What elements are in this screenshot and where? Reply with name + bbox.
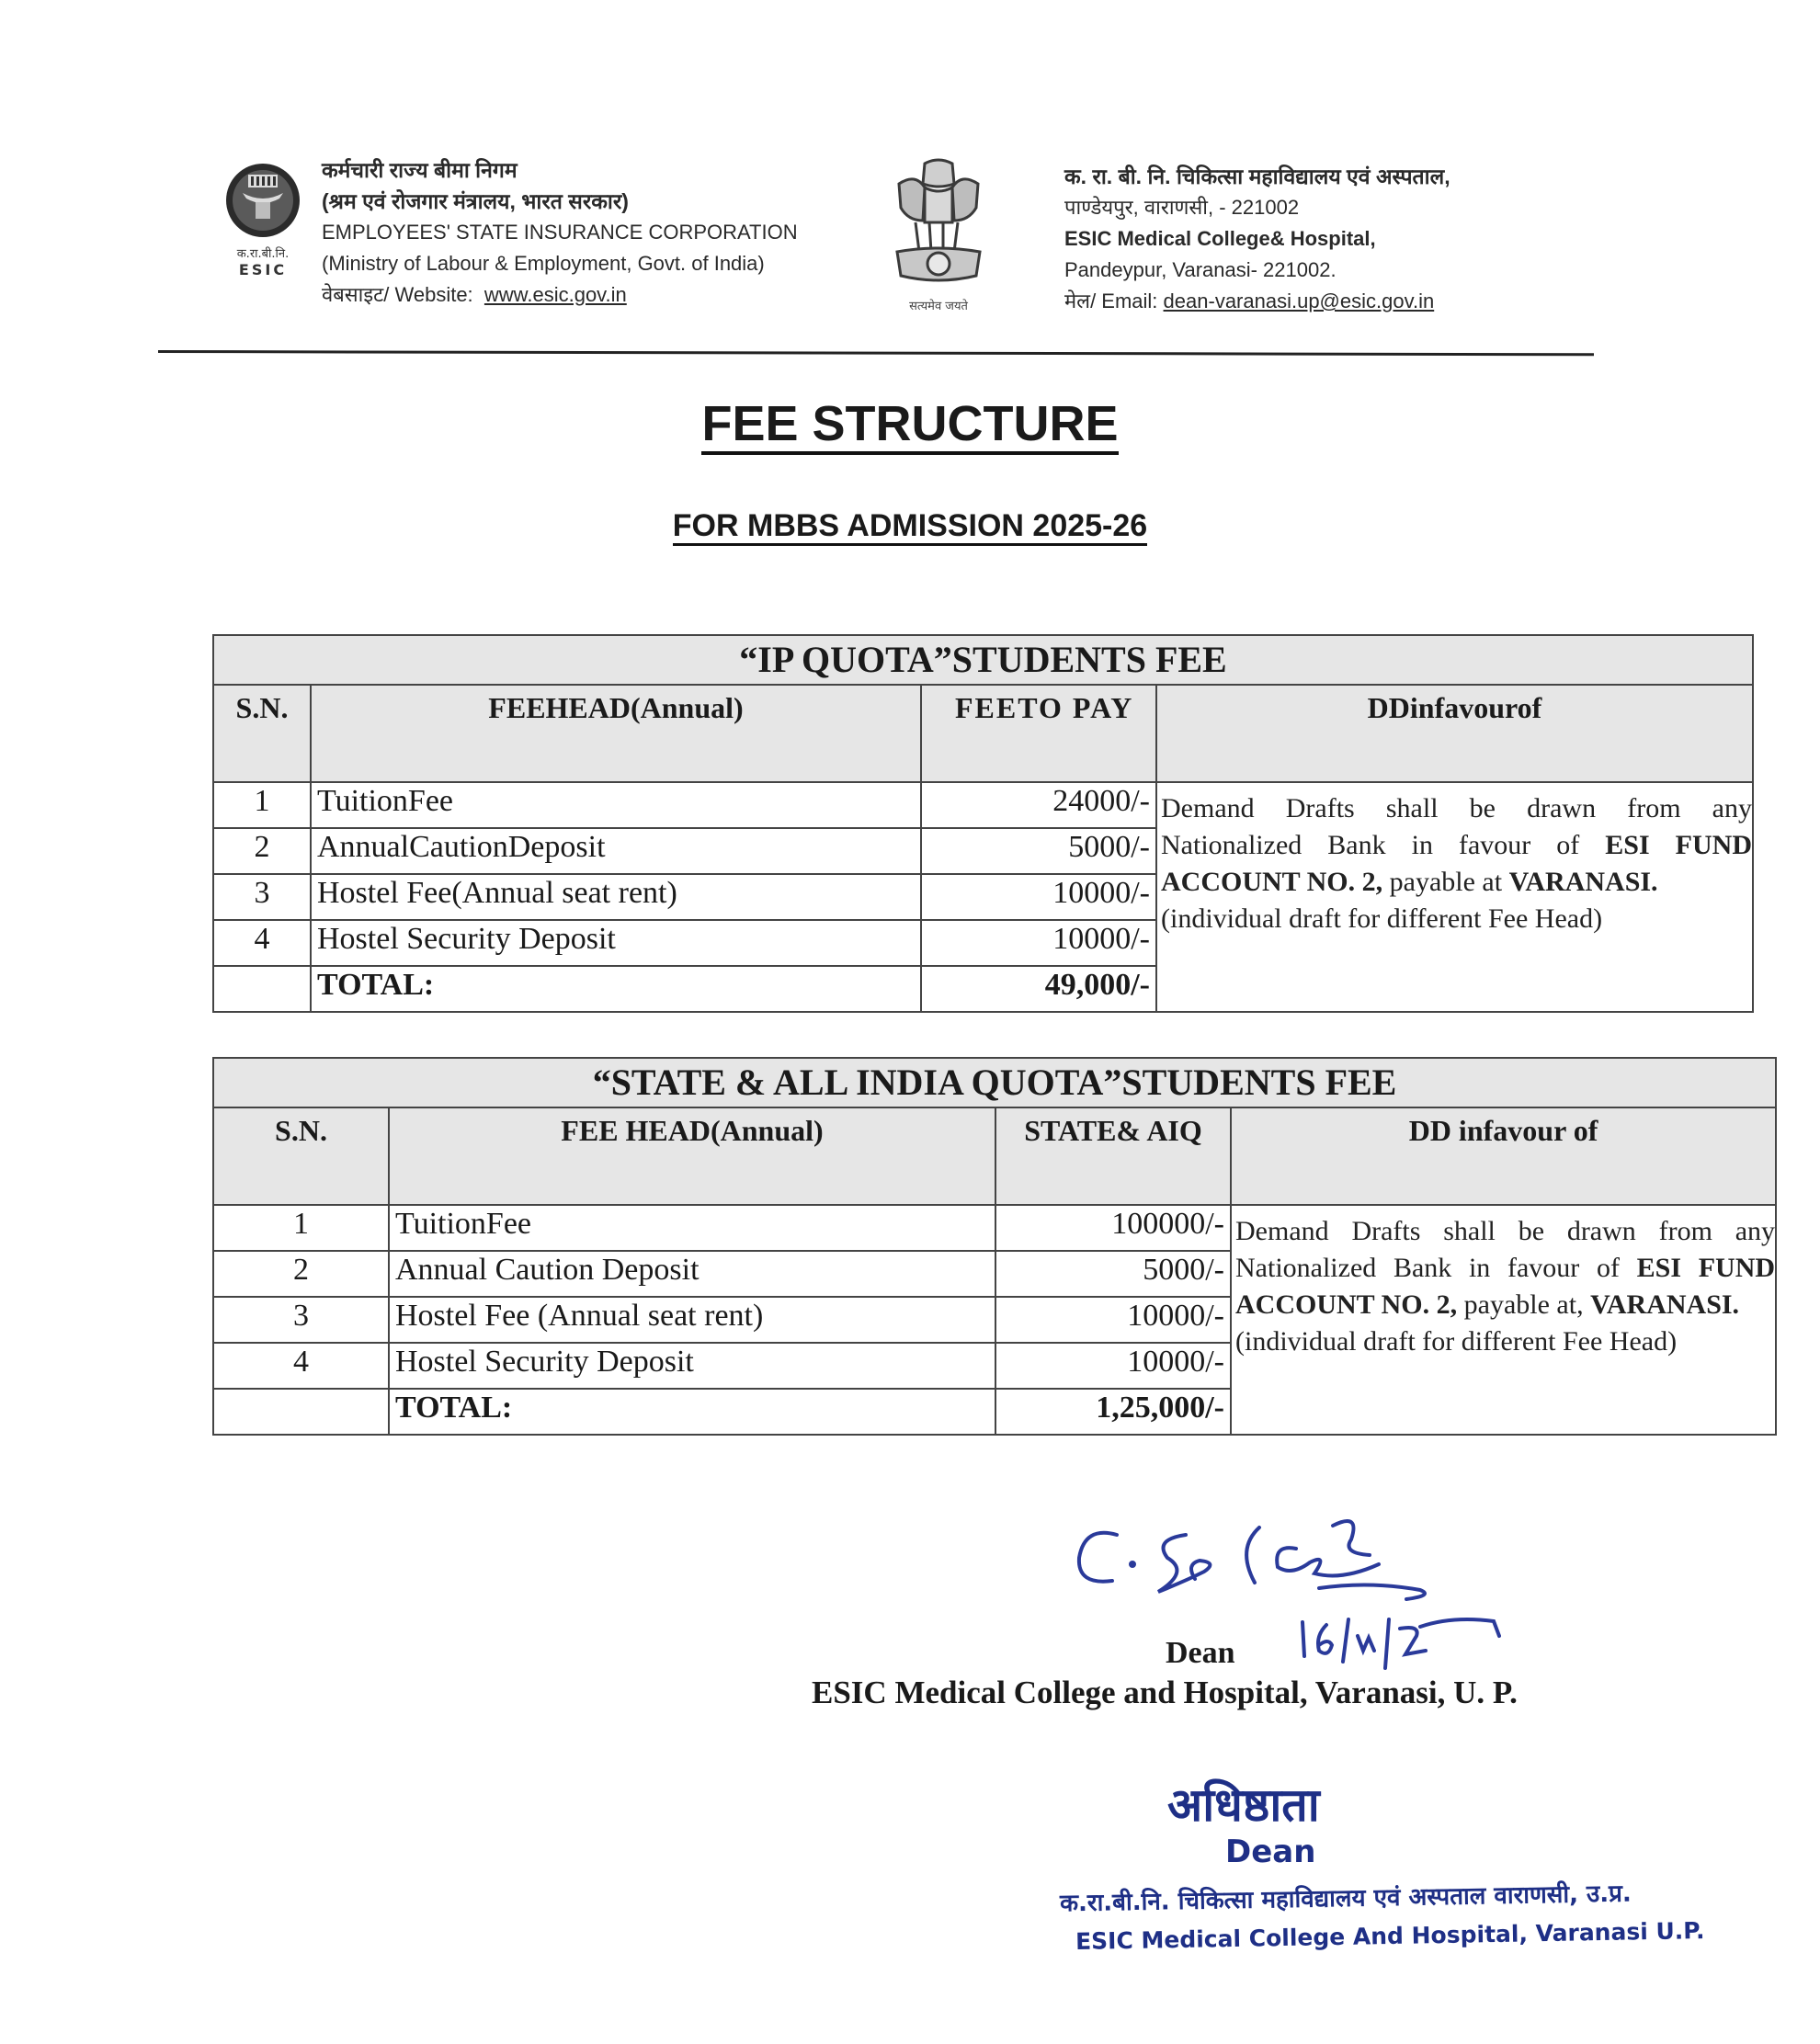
row-fee-head: TuitionFee [389,1205,995,1251]
stamp-title: Dean [1225,1834,1316,1870]
stamp-institution-hindi: क.रा.बी.नि. चिकित्सा महाविद्यालय एवं अस्पताल वाराणसी, उ.प्र. [1059,1879,1632,1918]
row-fee-head: Hostel Fee(Annual seat rent) [311,874,921,920]
row-sn: 4 [213,920,311,966]
col-header-sn: S.N. [213,1107,389,1205]
row-amount: 24000/- [921,782,1156,828]
row-fee-head: Hostel Security Deposit [389,1343,995,1389]
signatory-designation: Dean [1166,1636,1235,1670]
college-name: ESIC Medical College& Hospital, [1064,227,1376,250]
total-sn-empty [213,1389,389,1435]
college-address: Pandeypur, Varanasi- 221002. [1064,258,1337,281]
letterhead-right [1064,161,1579,317]
col-header-fee-head: FEEHEAD(Annual) [311,685,921,782]
dd-instructions: Demand Drafts shall be drawn from any Nationalized Bank in favour of ESI FUND ACCOUNT NO. 2, payable at VARANASI. (individual draft for different Fee Head) [1156,782,1753,1012]
email-link[interactable]: dean-varanasi.up@esic.gov.in [1163,290,1435,312]
row-amount: 5000/- [995,1251,1231,1297]
col-header-amount: STATE& AIQ [995,1107,1231,1205]
row-fee-head: Hostel Security Deposit [311,920,921,966]
website-link[interactable]: www.esic.gov.in [483,283,627,306]
row-fee-head: TuitionFee [311,782,921,828]
row-sn: 2 [213,1251,389,1297]
table-row [213,782,1753,828]
col-header-dd: DDinfavourof [1156,685,1753,782]
ministry-hindi: (श्रम एवं रोजगार मंत्रालय, भारत सरकार) [322,189,629,213]
row-sn: 3 [213,1297,389,1343]
org-name-hindi: कर्मचारी राज्य बीमा निगम [322,158,518,182]
total-amount: 49,000/- [921,966,1156,1012]
total-label: TOTAL: [311,966,921,1012]
page-title: FEE STRUCTURE [0,395,1820,452]
college-name-hindi: क. रा. बी. नि. चिकित्सा महाविद्यालय एवं अस्पताल, [1064,165,1450,188]
website-line [322,279,864,311]
letterhead-left [322,154,864,311]
national-emblem-icon [888,156,989,294]
esic-logo-hindi-abbr: क.रा.बी.नि. [236,247,290,261]
row-sn: 2 [213,828,311,874]
row-amount: 10000/- [995,1297,1231,1343]
col-header-fee-head: FEE HEAD(Annual) [389,1107,995,1205]
row-fee-head: AnnualCautionDeposit [311,828,921,874]
row-amount: 5000/- [921,828,1156,874]
col-header-amount: FEETO PAY [921,685,1156,782]
dd-instructions: Demand Drafts shall be drawn from any Nationalized Bank in favour of ESI FUND ACCOUNT NO. 2, payable at, VARANASI. (individual draft for different Fee Head) [1231,1205,1776,1435]
org-name: EMPLOYEES' STATE INSURANCE CORPORATION [322,221,798,244]
row-amount: 10000/- [921,874,1156,920]
letterhead-divider [158,350,1594,356]
dd-note: (individual draft for different Fee Head) [1235,1326,1678,1357]
email-line [1064,286,1579,317]
esic-logo-icon [224,162,301,239]
stamp-title-hindi: अधिष्ठाता [1167,1778,1320,1832]
col-header-dd: DD infavour of [1231,1107,1776,1205]
row-fee-head: Annual Caution Deposit [389,1251,995,1297]
row-fee-head: Hostel Fee (Annual seat rent) [389,1297,995,1343]
total-sn-empty [213,966,311,1012]
handwritten-date [1282,1599,1521,1673]
emblem-motto: सत्यमेव जयते [909,300,968,313]
table-row [213,1205,1776,1251]
stamp-institution: ESIC Medical College And Hospital, Varanasi U.P. [1075,1917,1705,1955]
row-amount: 10000/- [995,1343,1231,1389]
esic-logo-abbr: ESIC [238,261,288,278]
total-label: TOTAL: [389,1389,995,1435]
col-header-sn: S.N. [213,685,311,782]
ministry-name: (Ministry of Labour & Employment, Govt. of India) [322,252,765,275]
college-address-hindi: पाण्डेयपुर, वाराणसी, - 221002 [1064,196,1300,219]
email-label: मेल/ Email: [1064,290,1158,312]
total-amount: 1,25,000/- [995,1389,1231,1435]
website-label: वेबसाइट/ Website: [322,283,473,306]
row-sn: 3 [213,874,311,920]
row-sn: 1 [213,1205,389,1251]
state-aiq-fee-table [212,1057,1777,1436]
row-sn: 4 [213,1343,389,1389]
page-subtitle: FOR MBBS ADMISSION 2025-26 [0,508,1820,544]
row-amount: 10000/- [921,920,1156,966]
dd-note: (individual draft for different Fee Head) [1161,903,1603,934]
row-amount: 100000/- [995,1205,1231,1251]
ip-quota-fee-table [212,634,1754,1013]
table-caption: “IP QUOTA”STUDENTS FEE [213,635,1753,685]
row-sn: 1 [213,782,311,828]
signatory-institution: ESIC Medical College and Hospital, Varanasi, U. P. [812,1675,1518,1710]
table-caption: “STATE & ALL INDIA QUOTA”STUDENTS FEE [213,1058,1776,1107]
